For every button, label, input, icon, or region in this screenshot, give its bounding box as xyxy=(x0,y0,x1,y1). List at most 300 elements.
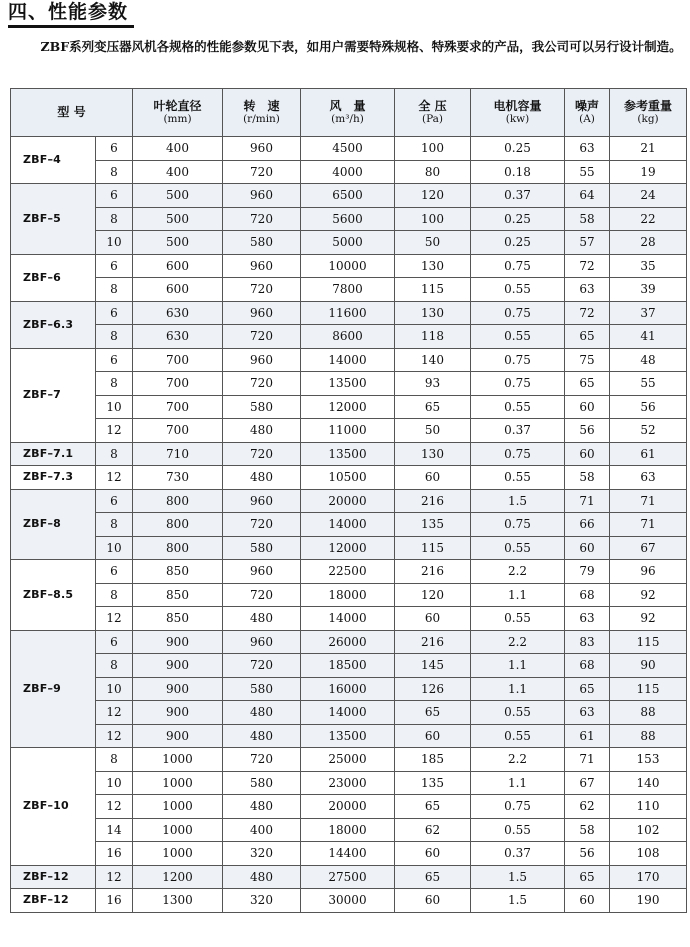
speed-cell: 720 xyxy=(223,442,301,466)
reference-weight-cell: 37 xyxy=(610,301,687,325)
speed-cell: 960 xyxy=(223,560,301,584)
impeller-diameter-cell: 1000 xyxy=(133,771,223,795)
table-row xyxy=(11,325,687,349)
header-impeller-diameter: 叶轮直径 (mm) xyxy=(133,89,223,137)
poles-cell: 16 xyxy=(96,889,133,913)
reference-weight-cell: 90 xyxy=(610,654,687,678)
noise-cell: 63 xyxy=(565,137,610,161)
impeller-diameter-cell: 500 xyxy=(133,184,223,208)
impeller-diameter-cell: 800 xyxy=(133,489,223,513)
table-row xyxy=(11,489,687,513)
reference-weight-cell: 96 xyxy=(610,560,687,584)
reference-weight-cell: 22 xyxy=(610,207,687,231)
noise-cell: 66 xyxy=(565,513,610,537)
total-pressure-cell: 118 xyxy=(395,325,471,349)
motor-capacity-cell: 0.55 xyxy=(471,818,565,842)
motor-capacity-cell: 0.75 xyxy=(471,372,565,396)
impeller-diameter-cell: 800 xyxy=(133,536,223,560)
motor-capacity-cell: 0.55 xyxy=(471,466,565,490)
poles-cell: 8 xyxy=(96,442,133,466)
poles-cell: 10 xyxy=(96,395,133,419)
impeller-diameter-cell: 1000 xyxy=(133,842,223,866)
motor-capacity-cell: 0.55 xyxy=(471,724,565,748)
model-cell: ZBF–7.3 xyxy=(11,466,96,490)
reference-weight-cell: 153 xyxy=(610,748,687,772)
noise-cell: 55 xyxy=(565,160,610,184)
motor-capacity-cell: 0.75 xyxy=(471,301,565,325)
table-row xyxy=(11,184,687,208)
table-row xyxy=(11,771,687,795)
model-cell: ZBF–9 xyxy=(11,630,96,748)
noise-cell: 68 xyxy=(565,583,610,607)
table-row xyxy=(11,630,687,654)
speed-cell: 960 xyxy=(223,301,301,325)
motor-capacity-cell: 1.5 xyxy=(471,865,565,889)
table-row xyxy=(11,889,687,913)
total-pressure-cell: 140 xyxy=(395,348,471,372)
speed-cell: 320 xyxy=(223,842,301,866)
table-row xyxy=(11,442,687,466)
table-row xyxy=(11,795,687,819)
reference-weight-cell: 102 xyxy=(610,818,687,842)
table-row xyxy=(11,842,687,866)
total-pressure-cell: 60 xyxy=(395,466,471,490)
poles-cell: 6 xyxy=(96,489,133,513)
airflow-cell: 22500 xyxy=(301,560,395,584)
header-speed: 转 速 (r/min) xyxy=(223,89,301,137)
table-row xyxy=(11,278,687,302)
impeller-diameter-cell: 700 xyxy=(133,419,223,443)
speed-cell: 960 xyxy=(223,254,301,278)
noise-cell: 58 xyxy=(565,466,610,490)
reference-weight-cell: 170 xyxy=(610,865,687,889)
motor-capacity-cell: 0.55 xyxy=(471,278,565,302)
reference-weight-cell: 92 xyxy=(610,607,687,631)
total-pressure-cell: 115 xyxy=(395,278,471,302)
motor-capacity-cell: 2.2 xyxy=(471,630,565,654)
noise-cell: 71 xyxy=(565,489,610,513)
poles-cell: 12 xyxy=(96,466,133,490)
noise-cell: 68 xyxy=(565,654,610,678)
poles-cell: 8 xyxy=(96,583,133,607)
speed-cell: 400 xyxy=(223,818,301,842)
total-pressure-cell: 126 xyxy=(395,677,471,701)
motor-capacity-cell: 0.37 xyxy=(471,842,565,866)
speed-cell: 480 xyxy=(223,701,301,725)
noise-cell: 79 xyxy=(565,560,610,584)
impeller-diameter-cell: 900 xyxy=(133,630,223,654)
impeller-diameter-cell: 900 xyxy=(133,701,223,725)
speed-cell: 960 xyxy=(223,137,301,161)
table-row xyxy=(11,207,687,231)
airflow-cell: 14000 xyxy=(301,607,395,631)
header-airflow: 风 量 (m³/h) xyxy=(301,89,395,137)
table-row xyxy=(11,160,687,184)
header-reference-weight: 参考重量 (kg) xyxy=(610,89,687,137)
reference-weight-cell: 67 xyxy=(610,536,687,560)
total-pressure-cell: 65 xyxy=(395,865,471,889)
table-row xyxy=(11,865,687,889)
noise-cell: 72 xyxy=(565,254,610,278)
poles-cell: 12 xyxy=(96,701,133,725)
airflow-cell: 18500 xyxy=(301,654,395,678)
reference-weight-cell: 56 xyxy=(610,395,687,419)
noise-cell: 63 xyxy=(565,278,610,302)
reference-weight-cell: 41 xyxy=(610,325,687,349)
total-pressure-cell: 100 xyxy=(395,137,471,161)
table-row xyxy=(11,536,687,560)
model-cell: ZBF–4 xyxy=(11,137,96,184)
noise-cell: 60 xyxy=(565,442,610,466)
speed-cell: 580 xyxy=(223,395,301,419)
noise-cell: 63 xyxy=(565,701,610,725)
table-row xyxy=(11,301,687,325)
speed-cell: 720 xyxy=(223,278,301,302)
total-pressure-cell: 216 xyxy=(395,630,471,654)
speed-cell: 480 xyxy=(223,865,301,889)
motor-capacity-cell: 2.2 xyxy=(471,560,565,584)
poles-cell: 6 xyxy=(96,254,133,278)
speed-cell: 580 xyxy=(223,536,301,560)
speed-cell: 960 xyxy=(223,489,301,513)
speed-cell: 320 xyxy=(223,889,301,913)
airflow-cell: 23000 xyxy=(301,771,395,795)
speed-cell: 720 xyxy=(223,325,301,349)
poles-cell: 10 xyxy=(96,771,133,795)
impeller-diameter-cell: 730 xyxy=(133,466,223,490)
noise-cell: 72 xyxy=(565,301,610,325)
airflow-cell: 10000 xyxy=(301,254,395,278)
poles-cell: 10 xyxy=(96,677,133,701)
motor-capacity-cell: 0.75 xyxy=(471,254,565,278)
motor-capacity-cell: 0.75 xyxy=(471,348,565,372)
reference-weight-cell: 108 xyxy=(610,842,687,866)
motor-capacity-cell: 2.2 xyxy=(471,748,565,772)
table-row xyxy=(11,254,687,278)
airflow-cell: 7800 xyxy=(301,278,395,302)
speed-cell: 960 xyxy=(223,348,301,372)
motor-capacity-cell: 0.55 xyxy=(471,607,565,631)
table-row xyxy=(11,701,687,725)
airflow-cell: 13500 xyxy=(301,442,395,466)
motor-capacity-cell: 0.75 xyxy=(471,513,565,537)
reference-weight-cell: 52 xyxy=(610,419,687,443)
poles-cell: 8 xyxy=(96,160,133,184)
speed-cell: 720 xyxy=(223,748,301,772)
section-heading xyxy=(8,0,134,28)
reference-weight-cell: 39 xyxy=(610,278,687,302)
poles-cell: 10 xyxy=(96,536,133,560)
airflow-cell: 10500 xyxy=(301,466,395,490)
poles-cell: 12 xyxy=(96,795,133,819)
airflow-cell: 20000 xyxy=(301,489,395,513)
total-pressure-cell: 135 xyxy=(395,513,471,537)
reference-weight-cell: 35 xyxy=(610,254,687,278)
table-row xyxy=(11,513,687,537)
impeller-diameter-cell: 500 xyxy=(133,207,223,231)
total-pressure-cell: 130 xyxy=(395,301,471,325)
model-cell: ZBF–5 xyxy=(11,184,96,255)
poles-cell: 8 xyxy=(96,372,133,396)
table-row xyxy=(11,583,687,607)
motor-capacity-cell: 1.1 xyxy=(471,677,565,701)
poles-cell: 8 xyxy=(96,748,133,772)
motor-capacity-cell: 0.25 xyxy=(471,207,565,231)
noise-cell: 56 xyxy=(565,842,610,866)
noise-cell: 64 xyxy=(565,184,610,208)
performance-table xyxy=(10,88,687,913)
noise-cell: 57 xyxy=(565,231,610,255)
motor-capacity-cell: 1.5 xyxy=(471,889,565,913)
poles-cell: 6 xyxy=(96,301,133,325)
total-pressure-cell: 60 xyxy=(395,607,471,631)
impeller-diameter-cell: 400 xyxy=(133,160,223,184)
airflow-cell: 27500 xyxy=(301,865,395,889)
impeller-diameter-cell: 1300 xyxy=(133,889,223,913)
motor-capacity-cell: 0.55 xyxy=(471,536,565,560)
motor-capacity-cell: 1.1 xyxy=(471,771,565,795)
airflow-cell: 4500 xyxy=(301,137,395,161)
motor-capacity-cell: 0.37 xyxy=(471,184,565,208)
poles-cell: 12 xyxy=(96,607,133,631)
total-pressure-cell: 216 xyxy=(395,560,471,584)
motor-capacity-cell: 0.37 xyxy=(471,419,565,443)
header-motor-capacity: 电机容量 (kw) xyxy=(471,89,565,137)
speed-cell: 580 xyxy=(223,771,301,795)
impeller-diameter-cell: 850 xyxy=(133,583,223,607)
table-body xyxy=(11,137,687,913)
impeller-diameter-cell: 900 xyxy=(133,724,223,748)
total-pressure-cell: 135 xyxy=(395,771,471,795)
table-row xyxy=(11,137,687,161)
noise-cell: 61 xyxy=(565,724,610,748)
total-pressure-cell: 65 xyxy=(395,701,471,725)
table-row xyxy=(11,607,687,631)
poles-cell: 8 xyxy=(96,325,133,349)
noise-cell: 60 xyxy=(565,395,610,419)
reference-weight-cell: 21 xyxy=(610,137,687,161)
reference-weight-cell: 71 xyxy=(610,489,687,513)
table-row xyxy=(11,372,687,396)
airflow-cell: 18000 xyxy=(301,818,395,842)
total-pressure-cell: 130 xyxy=(395,442,471,466)
impeller-diameter-cell: 700 xyxy=(133,348,223,372)
airflow-cell: 12000 xyxy=(301,395,395,419)
impeller-diameter-cell: 500 xyxy=(133,231,223,255)
airflow-cell: 16000 xyxy=(301,677,395,701)
total-pressure-cell: 185 xyxy=(395,748,471,772)
airflow-cell: 8600 xyxy=(301,325,395,349)
section-title: 四、性能参数 xyxy=(8,1,129,23)
intro-paragraph: ZBF系列变压器风机各规格的性能参数见下表，如用户需要特殊规格、特殊要求的产品，我公司可以另行设计制造。 xyxy=(40,39,682,54)
reference-weight-cell: 19 xyxy=(610,160,687,184)
table-row xyxy=(11,419,687,443)
total-pressure-cell: 60 xyxy=(395,724,471,748)
noise-cell: 75 xyxy=(565,348,610,372)
header-model: 型 号 xyxy=(11,89,133,137)
total-pressure-cell: 130 xyxy=(395,254,471,278)
airflow-cell: 6500 xyxy=(301,184,395,208)
impeller-diameter-cell: 710 xyxy=(133,442,223,466)
impeller-diameter-cell: 850 xyxy=(133,560,223,584)
model-cell: ZBF–8.5 xyxy=(11,560,96,631)
total-pressure-cell: 93 xyxy=(395,372,471,396)
reference-weight-cell: 28 xyxy=(610,231,687,255)
motor-capacity-cell: 0.25 xyxy=(471,137,565,161)
poles-cell: 12 xyxy=(96,419,133,443)
poles-cell: 6 xyxy=(96,630,133,654)
total-pressure-cell: 216 xyxy=(395,489,471,513)
speed-cell: 480 xyxy=(223,607,301,631)
header-noise: 噪声 (A) xyxy=(565,89,610,137)
total-pressure-cell: 60 xyxy=(395,842,471,866)
noise-cell: 65 xyxy=(565,325,610,349)
impeller-diameter-cell: 800 xyxy=(133,513,223,537)
motor-capacity-cell: 0.75 xyxy=(471,795,565,819)
table-row xyxy=(11,724,687,748)
speed-cell: 720 xyxy=(223,160,301,184)
airflow-cell: 18000 xyxy=(301,583,395,607)
impeller-diameter-cell: 700 xyxy=(133,395,223,419)
airflow-cell: 14000 xyxy=(301,348,395,372)
table-row xyxy=(11,395,687,419)
noise-cell: 65 xyxy=(565,677,610,701)
total-pressure-cell: 145 xyxy=(395,654,471,678)
speed-cell: 480 xyxy=(223,795,301,819)
noise-cell: 58 xyxy=(565,818,610,842)
airflow-cell: 12000 xyxy=(301,536,395,560)
poles-cell: 6 xyxy=(96,348,133,372)
reference-weight-cell: 110 xyxy=(610,795,687,819)
model-cell: ZBF–8 xyxy=(11,489,96,560)
poles-cell: 6 xyxy=(96,137,133,161)
impeller-diameter-cell: 630 xyxy=(133,301,223,325)
total-pressure-cell: 50 xyxy=(395,231,471,255)
noise-cell: 62 xyxy=(565,795,610,819)
model-cell: ZBF–12 xyxy=(11,865,96,889)
noise-cell: 63 xyxy=(565,607,610,631)
total-pressure-cell: 115 xyxy=(395,536,471,560)
table-row xyxy=(11,560,687,584)
airflow-cell: 4000 xyxy=(301,160,395,184)
impeller-diameter-cell: 1000 xyxy=(133,818,223,842)
poles-cell: 8 xyxy=(96,654,133,678)
speed-cell: 720 xyxy=(223,207,301,231)
impeller-diameter-cell: 600 xyxy=(133,254,223,278)
total-pressure-cell: 80 xyxy=(395,160,471,184)
reference-weight-cell: 190 xyxy=(610,889,687,913)
airflow-cell: 30000 xyxy=(301,889,395,913)
speed-cell: 580 xyxy=(223,677,301,701)
speed-cell: 720 xyxy=(223,654,301,678)
airflow-cell: 14000 xyxy=(301,701,395,725)
poles-cell: 8 xyxy=(96,207,133,231)
motor-capacity-cell: 1.5 xyxy=(471,489,565,513)
total-pressure-cell: 62 xyxy=(395,818,471,842)
airflow-cell: 13500 xyxy=(301,724,395,748)
reference-weight-cell: 55 xyxy=(610,372,687,396)
table-row xyxy=(11,466,687,490)
poles-cell: 10 xyxy=(96,231,133,255)
poles-cell: 12 xyxy=(96,865,133,889)
poles-cell: 12 xyxy=(96,724,133,748)
total-pressure-cell: 65 xyxy=(395,395,471,419)
motor-capacity-cell: 1.1 xyxy=(471,583,565,607)
reference-weight-cell: 88 xyxy=(610,701,687,725)
table-row xyxy=(11,654,687,678)
table-row xyxy=(11,818,687,842)
reference-weight-cell: 115 xyxy=(610,630,687,654)
poles-cell: 14 xyxy=(96,818,133,842)
reference-weight-cell: 92 xyxy=(610,583,687,607)
impeller-diameter-cell: 1000 xyxy=(133,748,223,772)
total-pressure-cell: 100 xyxy=(395,207,471,231)
noise-cell: 83 xyxy=(565,630,610,654)
reference-weight-cell: 24 xyxy=(610,184,687,208)
impeller-diameter-cell: 630 xyxy=(133,325,223,349)
model-cell: ZBF–12 xyxy=(11,889,96,913)
reference-weight-cell: 115 xyxy=(610,677,687,701)
model-cell: ZBF–10 xyxy=(11,748,96,866)
speed-cell: 960 xyxy=(223,630,301,654)
impeller-diameter-cell: 700 xyxy=(133,372,223,396)
table-row xyxy=(11,748,687,772)
header-total-pressure: 全 压 (Pa) xyxy=(395,89,471,137)
reference-weight-cell: 61 xyxy=(610,442,687,466)
noise-cell: 65 xyxy=(565,372,610,396)
speed-cell: 720 xyxy=(223,583,301,607)
poles-cell: 6 xyxy=(96,184,133,208)
table-row xyxy=(11,677,687,701)
speed-cell: 480 xyxy=(223,419,301,443)
airflow-cell: 14400 xyxy=(301,842,395,866)
impeller-diameter-cell: 900 xyxy=(133,654,223,678)
total-pressure-cell: 65 xyxy=(395,795,471,819)
table-header-row xyxy=(11,89,687,137)
speed-cell: 480 xyxy=(223,724,301,748)
airflow-cell: 25000 xyxy=(301,748,395,772)
poles-cell: 8 xyxy=(96,513,133,537)
reference-weight-cell: 140 xyxy=(610,771,687,795)
title-underline xyxy=(8,25,134,28)
airflow-cell: 5600 xyxy=(301,207,395,231)
noise-cell: 58 xyxy=(565,207,610,231)
total-pressure-cell: 50 xyxy=(395,419,471,443)
impeller-diameter-cell: 1000 xyxy=(133,795,223,819)
speed-cell: 720 xyxy=(223,372,301,396)
reference-weight-cell: 88 xyxy=(610,724,687,748)
airflow-cell: 13500 xyxy=(301,372,395,396)
airflow-cell: 11600 xyxy=(301,301,395,325)
motor-capacity-cell: 0.55 xyxy=(471,701,565,725)
impeller-diameter-cell: 900 xyxy=(133,677,223,701)
reference-weight-cell: 48 xyxy=(610,348,687,372)
motor-capacity-cell: 0.25 xyxy=(471,231,565,255)
motor-capacity-cell: 0.55 xyxy=(471,395,565,419)
reference-weight-cell: 63 xyxy=(610,466,687,490)
poles-cell: 6 xyxy=(96,560,133,584)
model-cell: ZBF–7 xyxy=(11,348,96,442)
speed-cell: 720 xyxy=(223,513,301,537)
noise-cell: 60 xyxy=(565,889,610,913)
table-row xyxy=(11,348,687,372)
speed-cell: 480 xyxy=(223,466,301,490)
airflow-cell: 5000 xyxy=(301,231,395,255)
poles-cell: 8 xyxy=(96,278,133,302)
noise-cell: 71 xyxy=(565,748,610,772)
noise-cell: 67 xyxy=(565,771,610,795)
airflow-cell: 26000 xyxy=(301,630,395,654)
